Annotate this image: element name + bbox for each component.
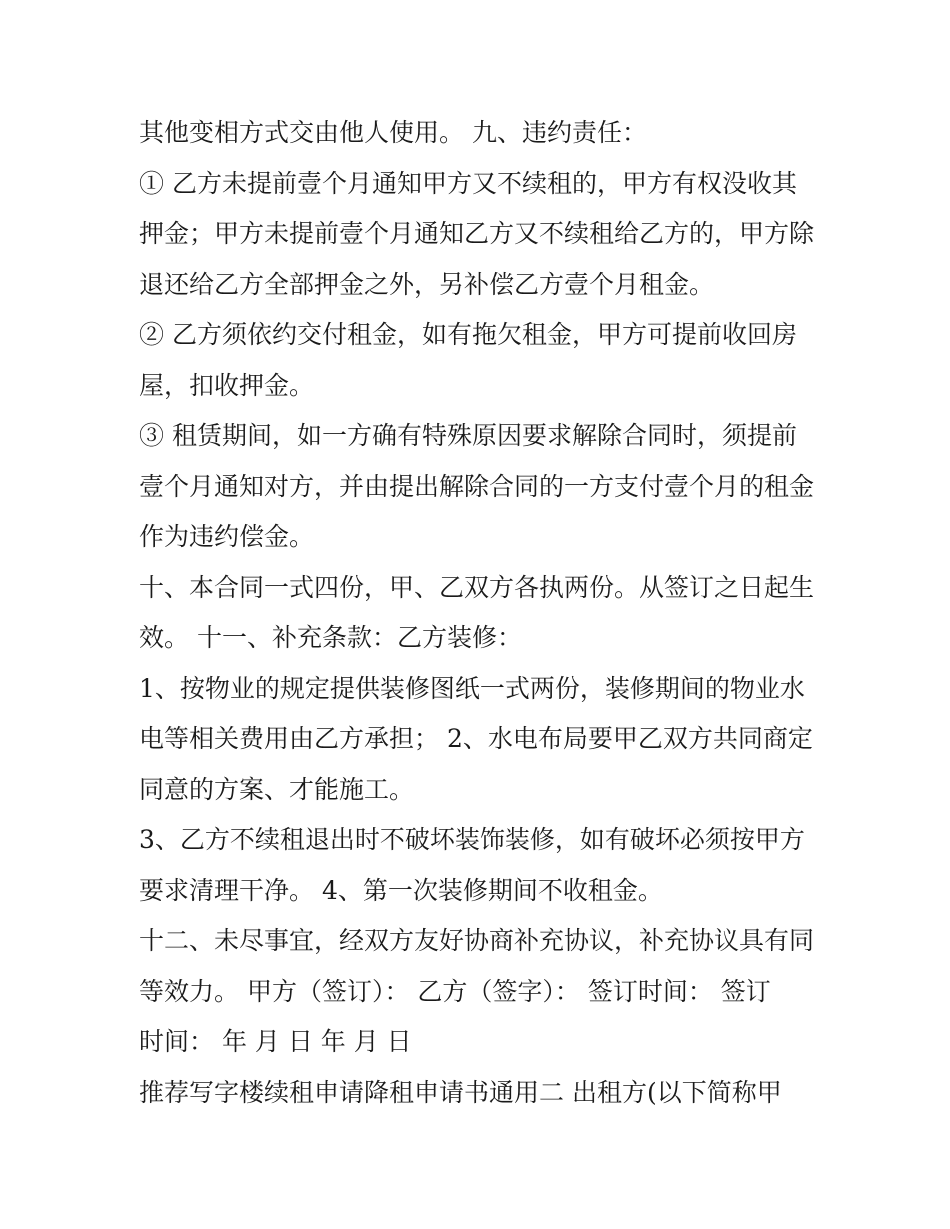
text-line: 推荐写字楼续租申请降租申请书通用二 出租方(以下简称甲	[139, 1077, 782, 1107]
text-line: 同意的方案、才能施工。	[139, 774, 415, 804]
text-line: 押金；甲方未提前壹个月通知乙方又不续租给乙方的，甲方除	[139, 219, 815, 248]
text-line: 等效力。 甲方（签订）： 乙方（签字）： 签订时间： 签订	[139, 976, 771, 1006]
text-line: 十、本合同一式四份，甲、乙双方各执两份。从签订之日起生	[139, 572, 815, 602]
text-line: 要求清理干净。 4、第一次装修期间不收租金。	[139, 875, 663, 905]
text-line: 屋，扣收押金。	[139, 370, 315, 400]
text-line: ① 乙方未提前壹个月通知甲方又不续租的，甲方有权没收其	[139, 168, 797, 198]
text-line: 1、按物业的规定提供装修图纸一式两份，装修期间的物业水	[139, 673, 805, 703]
text-line: ③ 租赁期间，如一方确有特殊原因要求解除合同时，须提前	[139, 421, 797, 450]
text-line: 效。 十一、补充条款：乙方装修：	[139, 623, 522, 652]
document-body	[139, 108, 829, 1118]
text-line: 3、乙方不续租退出时不破坏装饰装修，如有破坏必须按甲方	[139, 825, 805, 854]
text-line: 电等相关费用由乙方承担； 2、水电布局要甲乙双方共同商定	[139, 724, 813, 753]
text-line: ② 乙方须依约交付租金，如有拖欠租金，甲方可提前收回房	[139, 320, 797, 349]
text-line: 作为违约偿金。	[139, 522, 315, 551]
text-line: 其他变相方式交由他人使用。 九、违约责任：	[139, 118, 647, 147]
text-line: 退还给乙方全部押金之外，另补偿乙方壹个月租金。	[139, 269, 715, 299]
text-line: 时间： 年 月 日 年 月 日	[139, 1027, 412, 1056]
text-line: 十二、未尽事宜，经双方友好协商补充协议，补充协议具有同	[139, 926, 815, 955]
text-line: 壹个月通知对方，并由提出解除合同的一方支付壹个月的租金	[139, 471, 815, 501]
